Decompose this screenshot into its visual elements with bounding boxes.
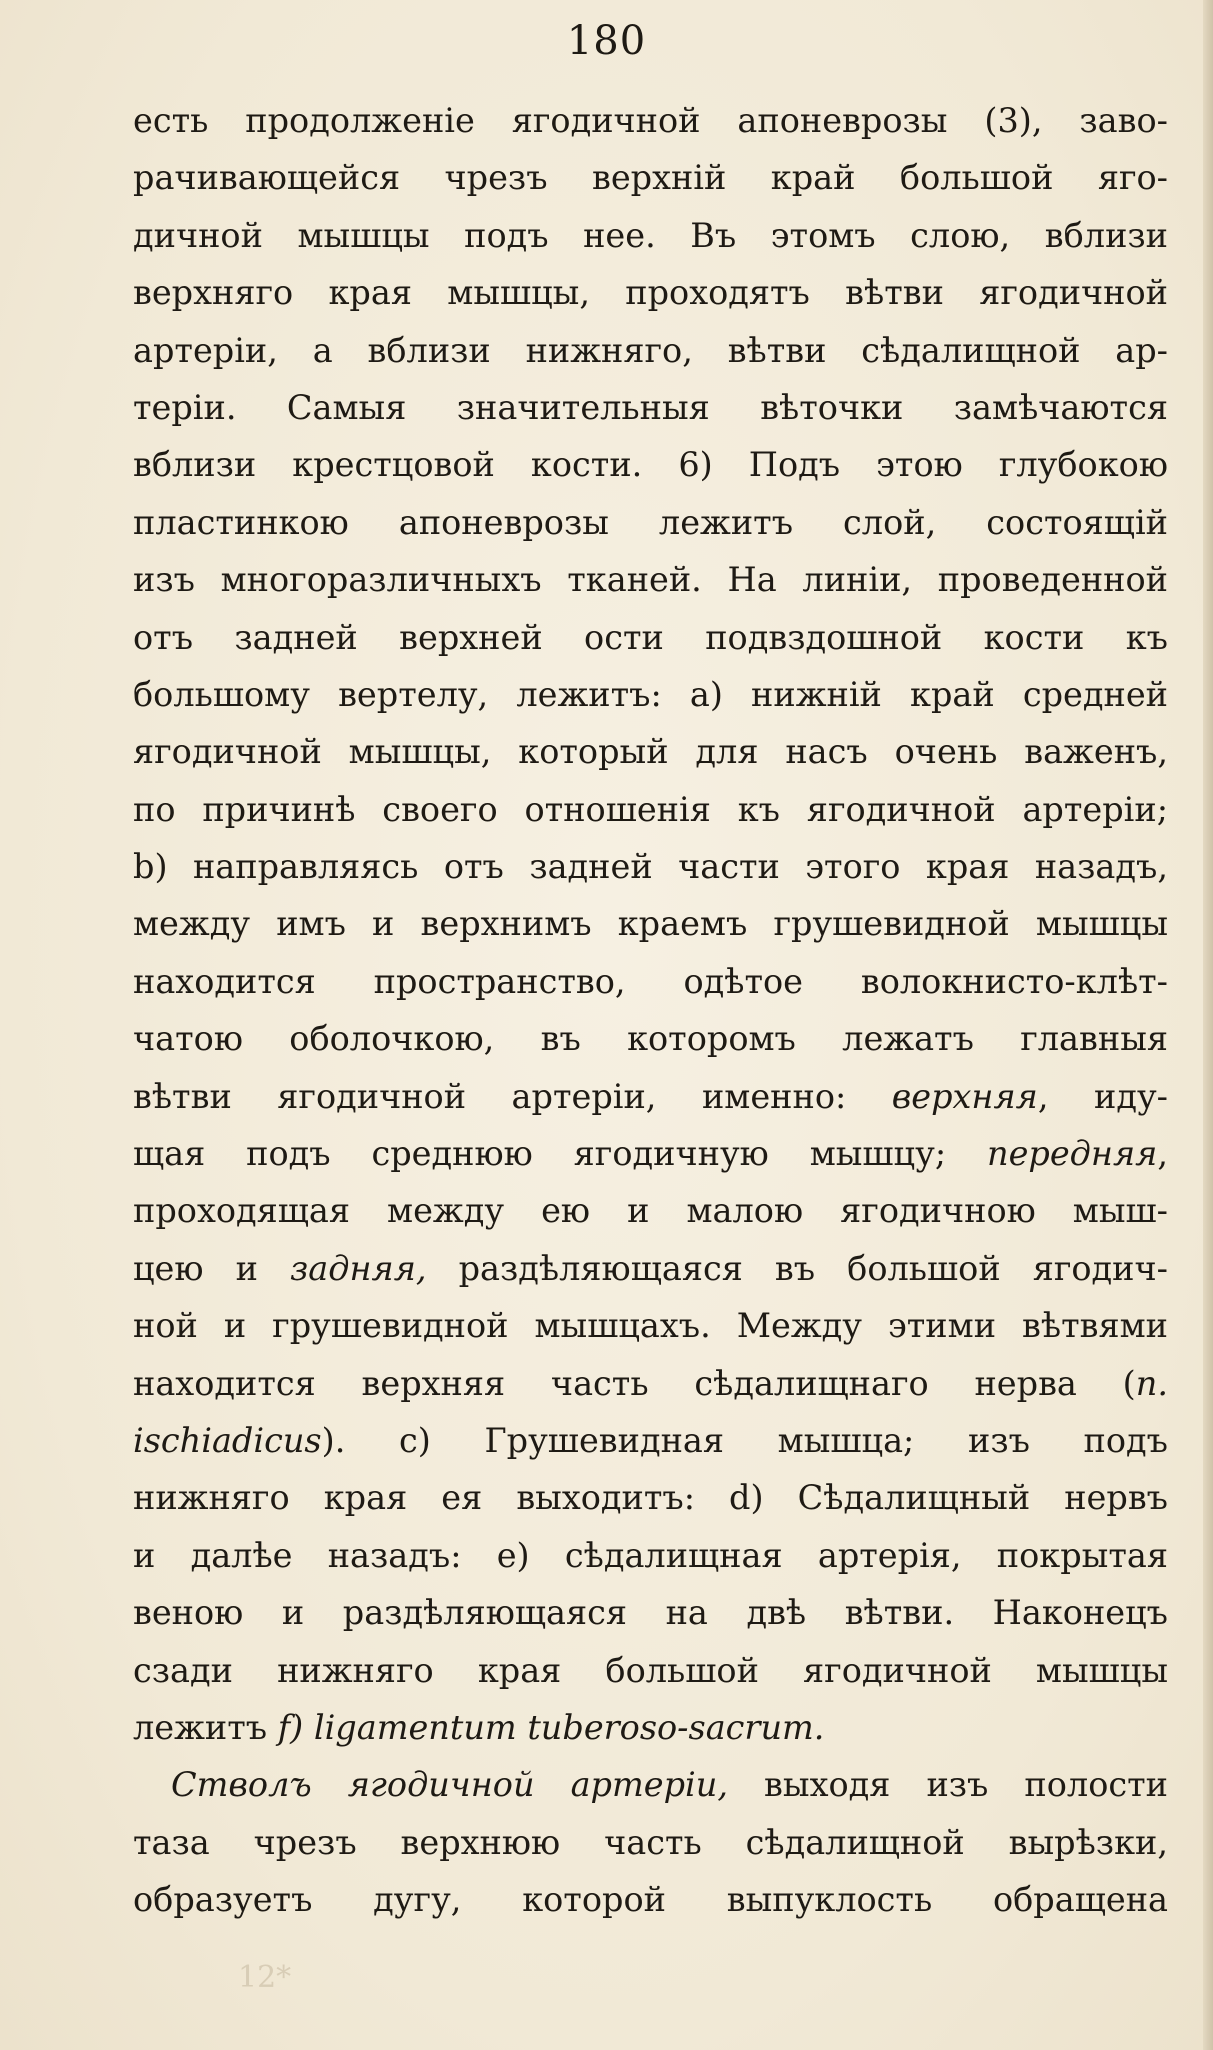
text-line: чатою оболочкою, въ которомъ лежатъ главныя [133,1019,1168,1059]
text-run: находится верхняя часть сѣдалищнаго нерва ( [133,1363,1136,1403]
text-line: изъ многоразличныхъ тканей. На линіи, проведенной [133,560,1168,600]
text-line: верхняго края мышцы, проходятъ вѣтви ягодичной [133,273,1168,313]
text-run: цею и [133,1248,290,1288]
text-run: , [1157,1134,1168,1174]
text-line [133,1412,1168,1469]
body-text [133,92,1168,1929]
text-line [133,1699,1168,1756]
page-number: 180 [566,18,647,64]
text-line: образуетъ дугу, которой выпуклость обращена [133,1880,1168,1920]
text-line: по причинѣ своего отношенія къ ягодичной артеріи; [133,789,1168,829]
text-line: большому вертелу, лежитъ: а) нижній край средней [133,674,1168,714]
italic-run: передняя [987,1134,1158,1174]
text-line: ягодичной мышцы, который для насъ очень важенъ, [133,732,1168,772]
text-line: таза чрезъ верхнюю часть сѣдалищной вырѣзки, [133,1822,1168,1862]
text-run: щая подъ среднюю ягодичную мышцу; [133,1134,987,1174]
italic-run: ischiadicus [133,1420,322,1460]
text-line: сзади нижняго края большой ягодичной мышцы [133,1650,1168,1690]
text-line: проходящая между ею и малою ягодичною мыш- [133,1191,1168,1231]
text-line: и далѣе назадъ: e) сѣдалищная артерія, покрытая [133,1535,1168,1575]
text-line: отъ задней верхней ости подвздошной кости къ [133,617,1168,657]
italic-run: f) ligamentum tuberoso-sacrum. [277,1707,825,1747]
text-line: есть продолженіе ягодичной апоневрозы (3), заво- [133,101,1168,140]
text-line [133,1125,1168,1182]
signature-mark: 12* [238,1960,292,1995]
text-line: дичной мышцы подъ нее. Въ этомъ слою, вблизи [133,215,1168,255]
text-run: ). c) Грушевидная мышца; изъ подъ [321,1420,1168,1460]
page-edge [1203,0,1213,2050]
text-line: рачивающейся чрезъ верхній край большой яго- [133,158,1168,198]
text-line: b) направляясь отъ задней части этого края назадъ, [133,847,1168,887]
italic-run: n. [1135,1363,1168,1403]
text-run: лежитъ [133,1707,278,1747]
text-line: находится пространство, одѣтое волокнисто-клѣт- [133,961,1168,1001]
text-line: ной и грушевидной мышцахъ. Между этими вѣтвями [133,1306,1168,1346]
text-run: , иду- [1037,1076,1168,1116]
text-run: вѣтви ягодичной артеріи, именно: [133,1076,892,1116]
italic-run: задняя, [289,1248,427,1288]
text-run: раздѣляющаяся въ большой ягодич- [426,1248,1168,1288]
text-line: веною и раздѣляющаяся на двѣ вѣтви. Наконецъ [133,1593,1168,1633]
italic-run: верхняя [891,1076,1038,1116]
text-line: пластинкою апоневрозы лежитъ слой, состоящій [133,502,1168,542]
text-line: между имъ и верхнимъ краемъ грушевидной мышцы [133,904,1168,944]
text-line: нижняго края ея выходитъ: d) Сѣдалищный нервъ [133,1478,1168,1518]
text-line [133,1068,1168,1125]
text-line [133,1756,1168,1813]
text-line: вблизи крестцовой кости. 6) Подъ этою глубокою [133,445,1168,485]
text-run: выходя изъ полости [727,1765,1168,1805]
text-line [133,1240,1168,1297]
text-line: артеріи, а вблизи нижняго, вѣтви сѣдалищной ар- [133,330,1168,370]
italic-run: Стволъ ягодичной артеріи, [171,1765,728,1805]
text-line: теріи. Самыя значительныя вѣточки замѣчаются [133,387,1168,427]
text-line [133,1355,1168,1412]
